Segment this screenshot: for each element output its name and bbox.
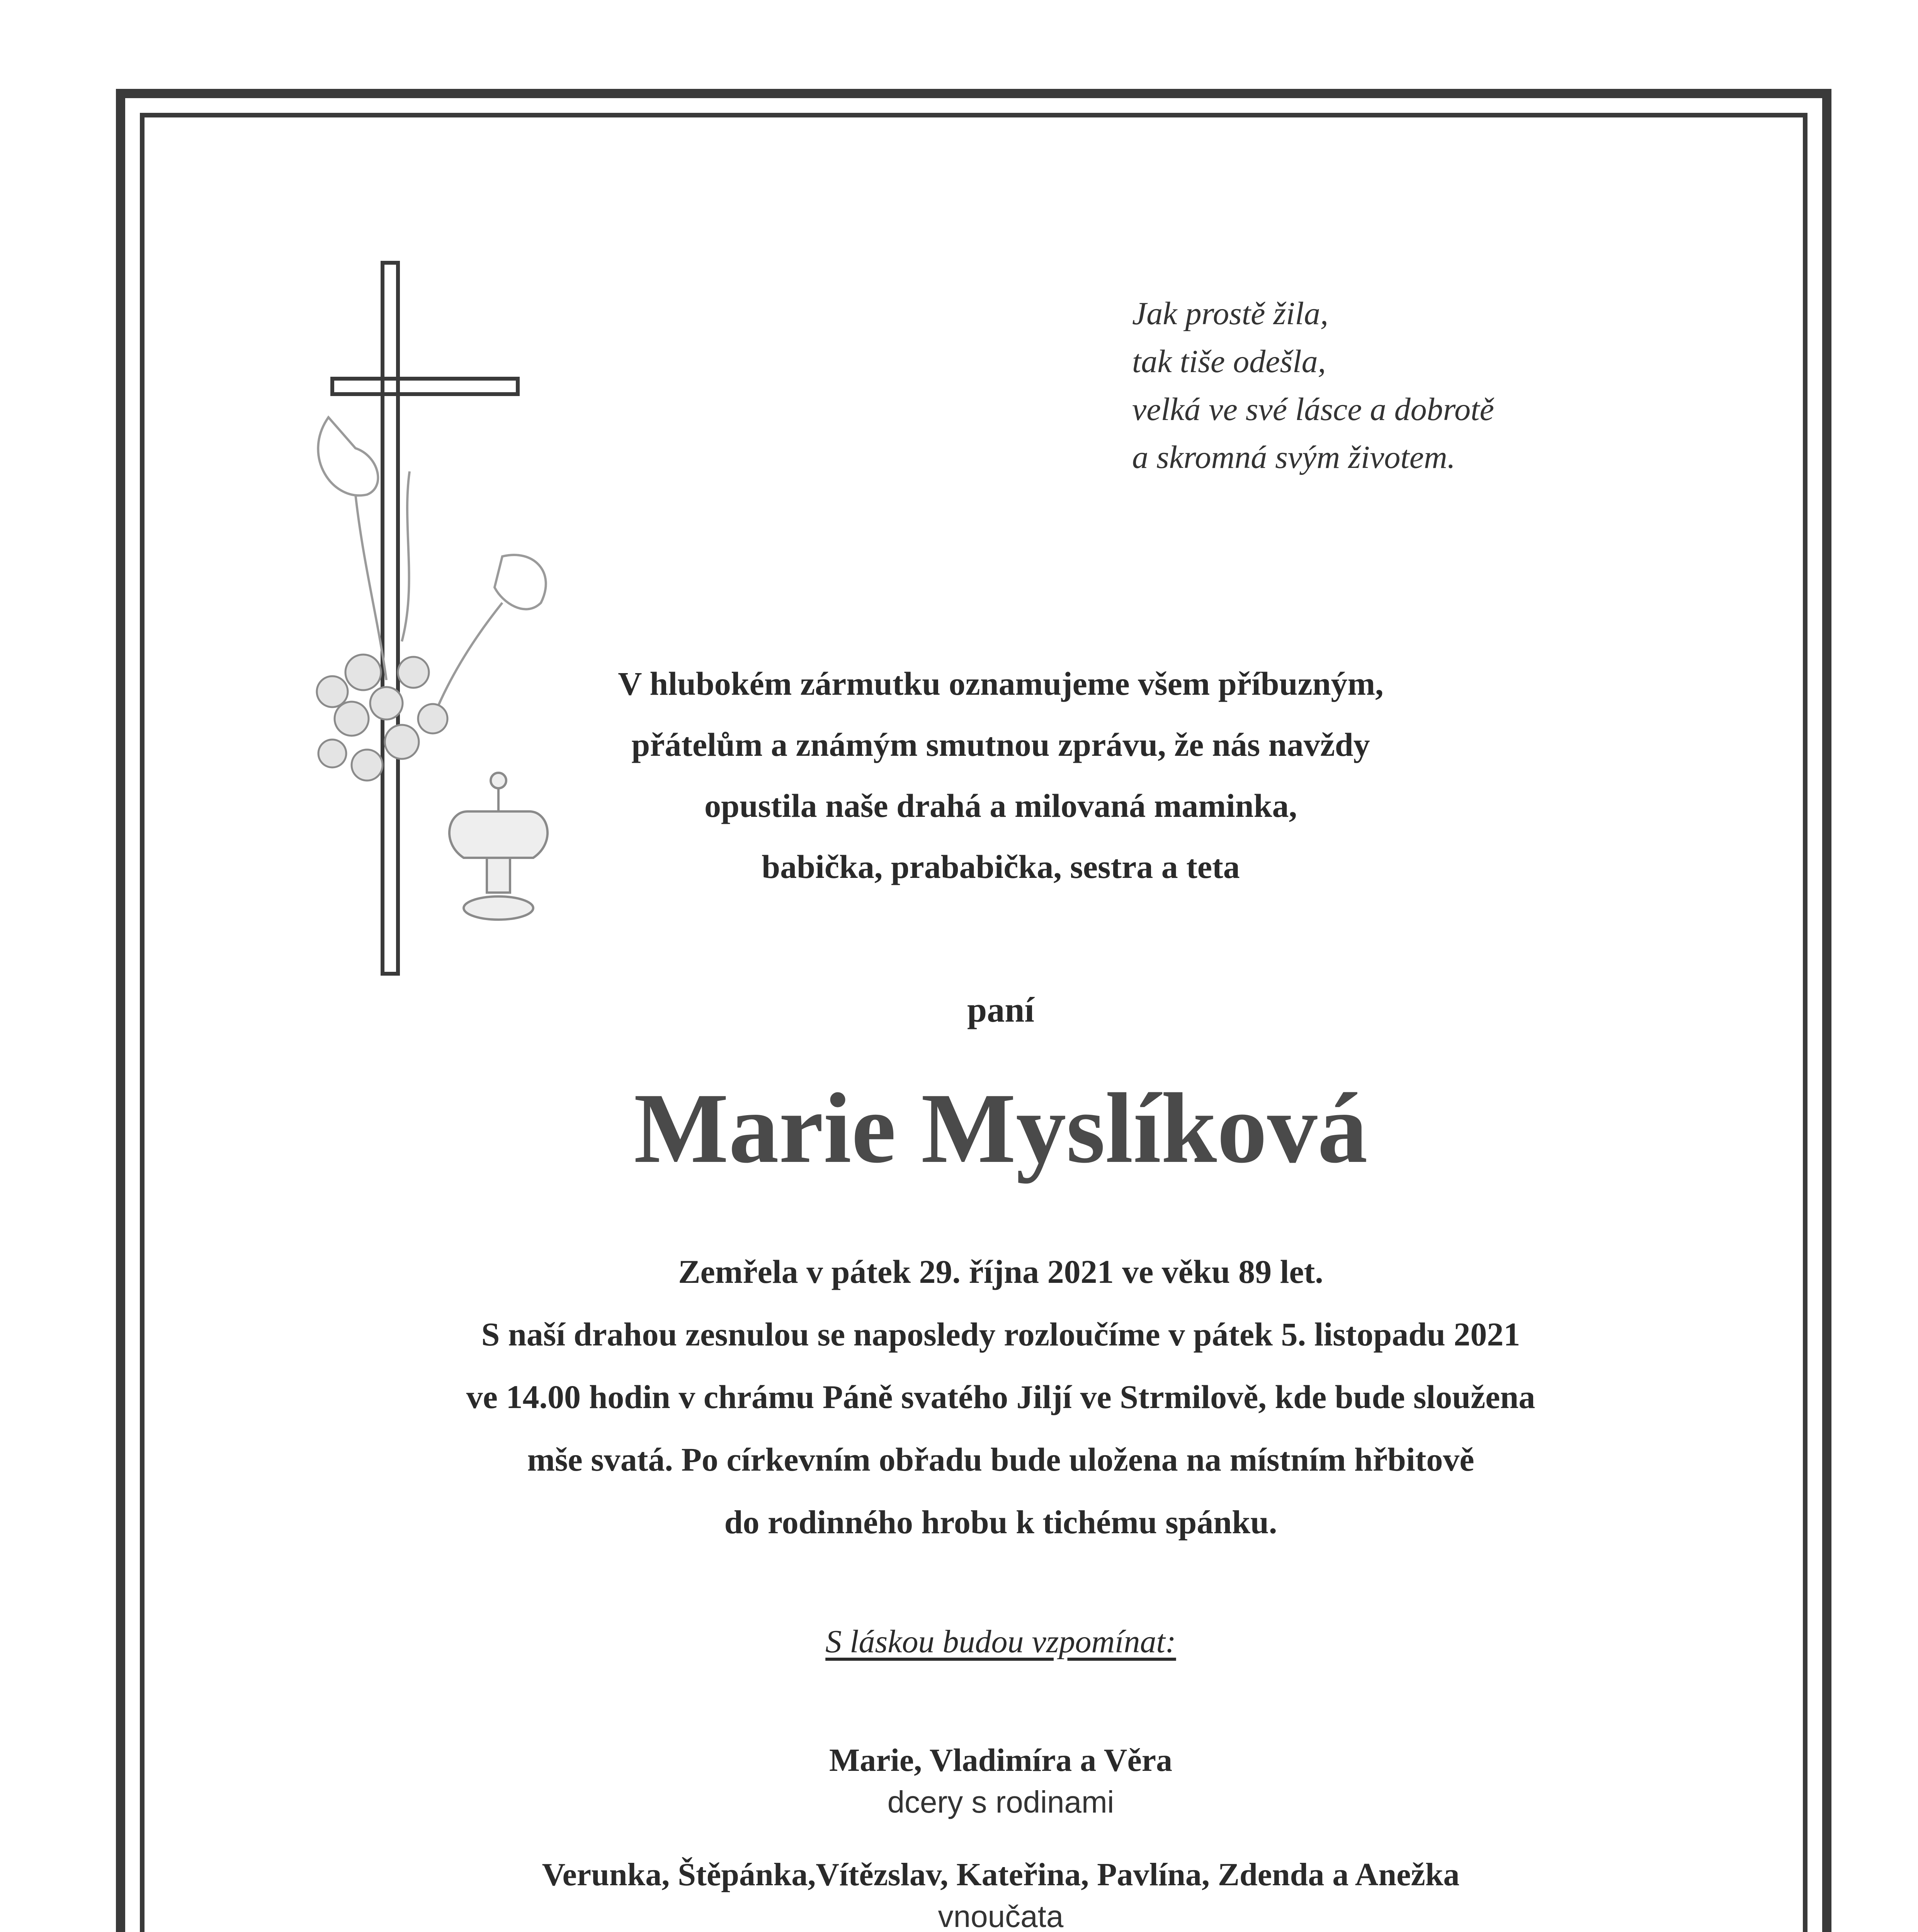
announcement-line: V hlubokém zármutku oznamujeme všem příbuzným, [618, 665, 1384, 702]
honorific: paní [967, 990, 1034, 1029]
mourner-group [193, 1853, 1808, 1932]
details-line: mše svatá. Po církevním obřadu bude uložena na místním hřbitově [527, 1441, 1474, 1478]
mourner-relation: vnoučata [938, 1899, 1064, 1932]
mourner-relation: dcery s rodinami [887, 1785, 1114, 1819]
memory-heading [193, 1623, 1808, 1660]
poem-line: tak tiše odešla, [1132, 344, 1326, 379]
poem-line: velká ve své lásce a dobrotě [1132, 391, 1494, 427]
poem-line: a skromná svým životem. [1132, 439, 1456, 475]
details-line: S naší drahou zesnulou se naposledy rozloučíme v pátek 5. listopadu 2021 [481, 1316, 1520, 1353]
announcement-line: přátelům a známým smutnou zprávu, že nás navždy [631, 726, 1370, 763]
mourner-group [193, 1739, 1808, 1822]
announcement-line: opustila naše drahá a milovaná maminka, [704, 787, 1297, 824]
details-line: ve 14.00 hodin v chrámu Páně svatého Jiljí ve Strmilově, kde bude sloužena [466, 1378, 1535, 1415]
funeral-details [193, 1240, 1808, 1553]
poem-line: Jak prostě žila, [1132, 296, 1328, 332]
memorial-poem [1132, 290, 1712, 481]
announcement [193, 653, 1808, 897]
mourners-list [193, 1739, 1808, 1932]
details-line: Zemřela v pátek 29. října 2021 ve věku 89 let. [678, 1253, 1323, 1290]
mourner-names: Marie, Vladimíra a Věra [829, 1742, 1173, 1778]
details-line: do rodinného hrobu k tichému spánku. [724, 1503, 1277, 1541]
mourner-names: Verunka, Štěpánka,Vítězslav, Kateřina, Pavlína, Zdenda a Anežka [542, 1857, 1460, 1893]
announcement-line: babička, prababička, sestra a teta [762, 848, 1240, 885]
deceased-name: Marie Myslíková [634, 1073, 1368, 1184]
memory-heading-text: S láskou budou vzpomínat: [825, 1624, 1176, 1660]
